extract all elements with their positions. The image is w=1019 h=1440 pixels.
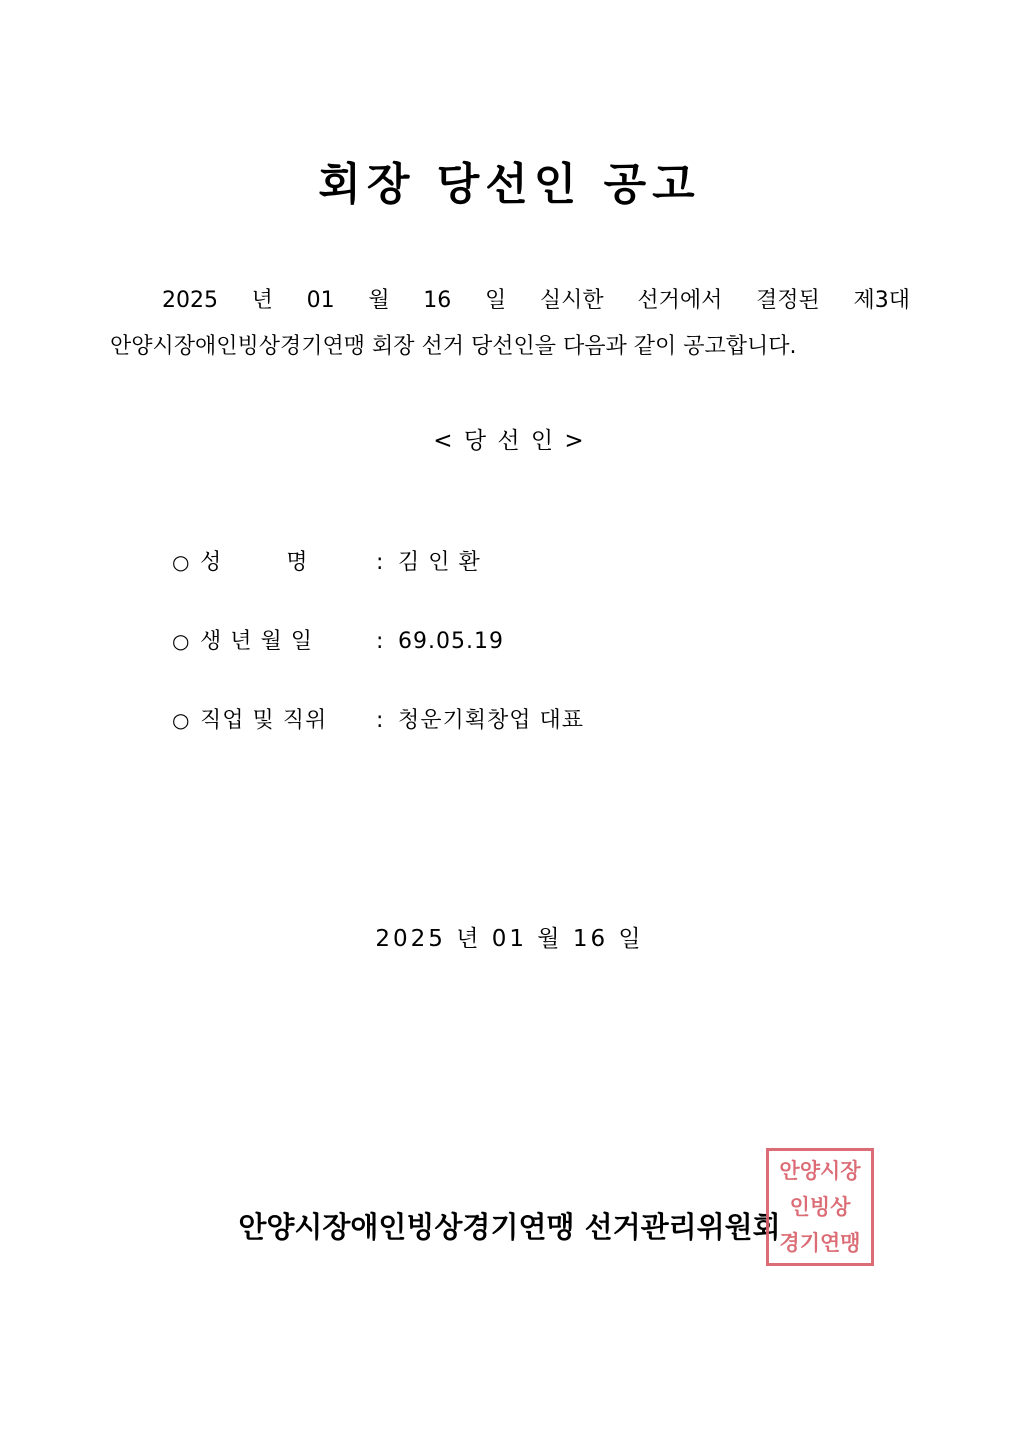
field-colon-birthdate: : xyxy=(376,629,385,654)
field-colon-occupation: : xyxy=(376,708,385,733)
issuer-name: 안양시장애인빙상경기연맹 선거관리위원회 xyxy=(238,1210,781,1244)
field-label-birthdate: 생 년 월 일 xyxy=(200,629,313,654)
field-row-occupation xyxy=(172,703,872,782)
elected-person-details xyxy=(172,545,872,782)
field-label-name: 성 명 xyxy=(200,550,309,575)
section-label-elected: < 당 선 인 > xyxy=(433,428,586,454)
seal-line-3: 경기연맹 xyxy=(779,1231,861,1255)
seal-line-2: 인빙상 xyxy=(789,1195,851,1219)
field-label-occupation: 직업 및 직위 xyxy=(200,708,328,733)
field-value-birthdate: 69.05.19 xyxy=(398,629,504,654)
field-row-name xyxy=(172,545,872,624)
seal-line-1: 안양시장 xyxy=(779,1159,861,1183)
bullet-icon: ○ xyxy=(172,708,191,732)
official-seal-stamp xyxy=(766,1148,874,1266)
field-value-name: 김 인 환 xyxy=(398,550,481,575)
field-value-occupation: 청운기획창업 대표 xyxy=(398,708,585,733)
field-colon-name: : xyxy=(376,550,385,575)
intro-paragraph: 2025 년 01 월 16 일 실시한 선거에서 결정된 제3대 안양시장애인빙상경기연맹 회장 선거 당선인을 다음과 같이 공고합니다. xyxy=(110,288,910,359)
page-title: 회장 당선인 공고 xyxy=(318,159,701,210)
bullet-icon: ○ xyxy=(172,550,191,574)
field-row-birthdate xyxy=(172,624,872,703)
bullet-icon: ○ xyxy=(172,629,191,653)
issue-date: 2025 년 01 월 16 일 xyxy=(375,926,644,952)
